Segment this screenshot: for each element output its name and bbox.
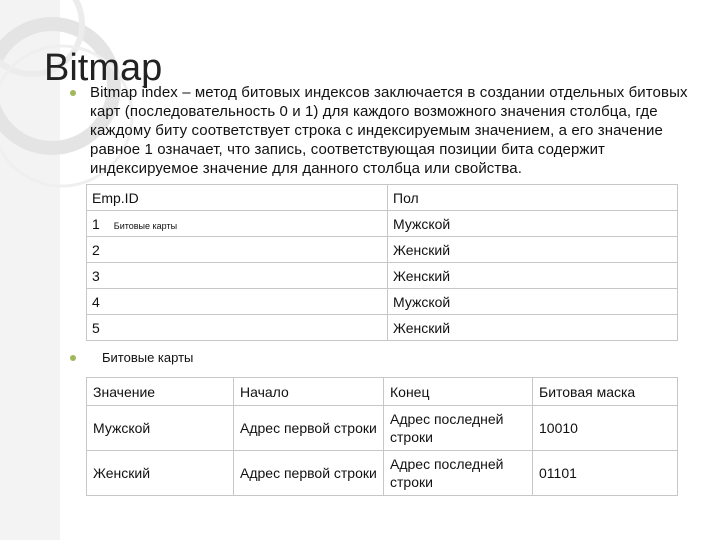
table-row bbox=[87, 289, 678, 315]
bitmap-section-label: Битовые карты bbox=[102, 350, 194, 365]
table-row bbox=[87, 263, 678, 289]
bullet-icon bbox=[70, 355, 76, 361]
table-header-row bbox=[87, 378, 678, 406]
table-header-row bbox=[87, 185, 678, 211]
value-cell: Женский bbox=[87, 451, 234, 496]
emp-id-cell: 5 bbox=[87, 315, 388, 341]
emp-id-cell: 3 bbox=[87, 263, 388, 289]
paragraph-lead: Bitmap index bbox=[90, 84, 178, 101]
start-cell: Адрес первой строки bbox=[234, 451, 384, 496]
end-cell: Адрес последней строки bbox=[384, 406, 533, 451]
start-cell: Адрес первой строки bbox=[234, 406, 384, 451]
emp-id-cell: 4 bbox=[87, 289, 388, 315]
gender-cell: Женский bbox=[388, 237, 678, 263]
gender-cell: Мужской bbox=[388, 289, 678, 315]
table-row bbox=[87, 406, 678, 451]
header-bitmask: Битовая маска bbox=[533, 378, 678, 406]
gender-cell: Мужской bbox=[388, 211, 678, 237]
table-row bbox=[87, 315, 678, 341]
emp-id-cell: 2 bbox=[87, 237, 388, 263]
table-row bbox=[87, 237, 678, 263]
header-end: Конец bbox=[384, 378, 533, 406]
header-start: Начало bbox=[234, 378, 384, 406]
table-row bbox=[87, 211, 678, 237]
emp-id-cell: 1 Битовые карты bbox=[87, 211, 388, 237]
header-emp-id: Emp.ID bbox=[87, 185, 388, 211]
table-row bbox=[87, 451, 678, 496]
employee-table bbox=[86, 184, 678, 341]
header-gender: Пол bbox=[388, 185, 678, 211]
slide-title: Bitmap bbox=[44, 47, 163, 89]
bitmap-table bbox=[86, 377, 678, 496]
paragraph-body: – метод битовых индексов заключается в создании отдельных битовых карт (последовательность 0 и 1) для каждого возможного значения столбца, где каждому биту соответствует строка с индексируемым значением, а его значение равное 1 означает, что запись, соответствующая позиции бита содержит индексируемое значение для данного столбца или свойства. bbox=[90, 84, 688, 177]
bitmask-cell: 01101 bbox=[533, 451, 678, 496]
intro-paragraph bbox=[90, 83, 712, 178]
value-cell: Мужской bbox=[87, 406, 234, 451]
gender-cell: Женский bbox=[388, 263, 678, 289]
header-value: Значение bbox=[87, 378, 234, 406]
end-cell: Адрес последней строки bbox=[384, 451, 533, 496]
bullet-icon bbox=[70, 90, 76, 96]
gender-cell: Женский bbox=[388, 315, 678, 341]
bitmap-note: Битовые карты bbox=[113, 220, 178, 231]
bitmask-cell: 10010 bbox=[533, 406, 678, 451]
